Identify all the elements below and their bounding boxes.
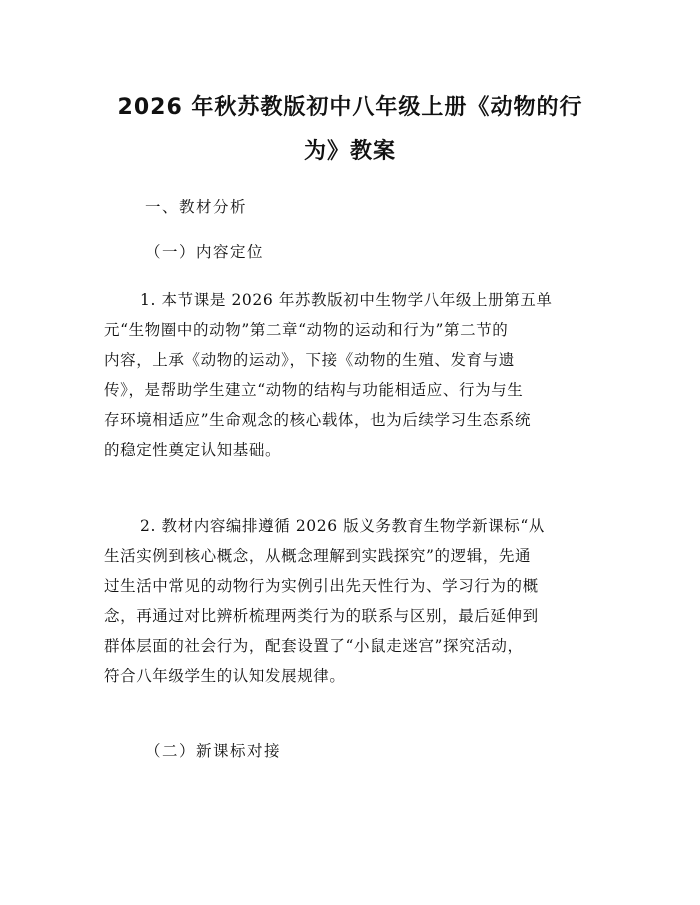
document-title-line-2: 为》教案 [303, 139, 396, 164]
paragraph-line: 生活实例到核心概念，从概念理解到实践探究”的逻辑，先通 [104, 547, 532, 565]
document-title-line-1: 2026 年秋苏教版初中八年级上册《动物的行 [117, 95, 583, 120]
paragraph-line: 群体层面的社会行为，配套设置了“小鼠走迷宫”探究活动， [104, 637, 524, 655]
paragraph-2 [104, 511, 600, 691]
paragraph-line: 存环境相适应”生命观念的核心载体，也为后续学习生态系统 [104, 411, 532, 429]
paragraph-line: 元“生物圈中的动物”第二章“动物的运动和行为”第二节的 [104, 321, 509, 339]
paragraph-line: 符合八年级学生的认知发展规律。 [104, 667, 346, 685]
subsection-heading-content-positioning: （一）内容定位 [145, 243, 265, 261]
paragraph-line: 念，再通过对比辨析梳理两类行为的联系与区别，最后延伸到 [104, 607, 539, 625]
subsection-heading-curriculum-alignment: （二）新课标对接 [145, 742, 282, 760]
paragraph-line: 传》，是帮助学生建立“动物的结构与功能相适应、行为与生 [104, 381, 524, 399]
paragraph-line: 过生活中常见的动物行为实例引出先天性行为、学习行为的概 [104, 577, 539, 595]
section-heading-textbook-analysis: 一、教材分析 [145, 198, 248, 216]
paragraph-line: 的稳定性奠定认知基础。 [104, 441, 282, 459]
paragraph-line: 内容，上承《动物的运动》，下接《动物的生殖、发育与遗 [104, 351, 515, 369]
paragraph-1 [104, 285, 600, 465]
paragraph-line: 1. 本节课是 2026 年苏教版初中生物学八年级上册第五单 [140, 291, 553, 309]
paragraph-line: 2. 教材内容编排遵循 2026 版义务教育生物学新课标“从 [140, 517, 545, 535]
